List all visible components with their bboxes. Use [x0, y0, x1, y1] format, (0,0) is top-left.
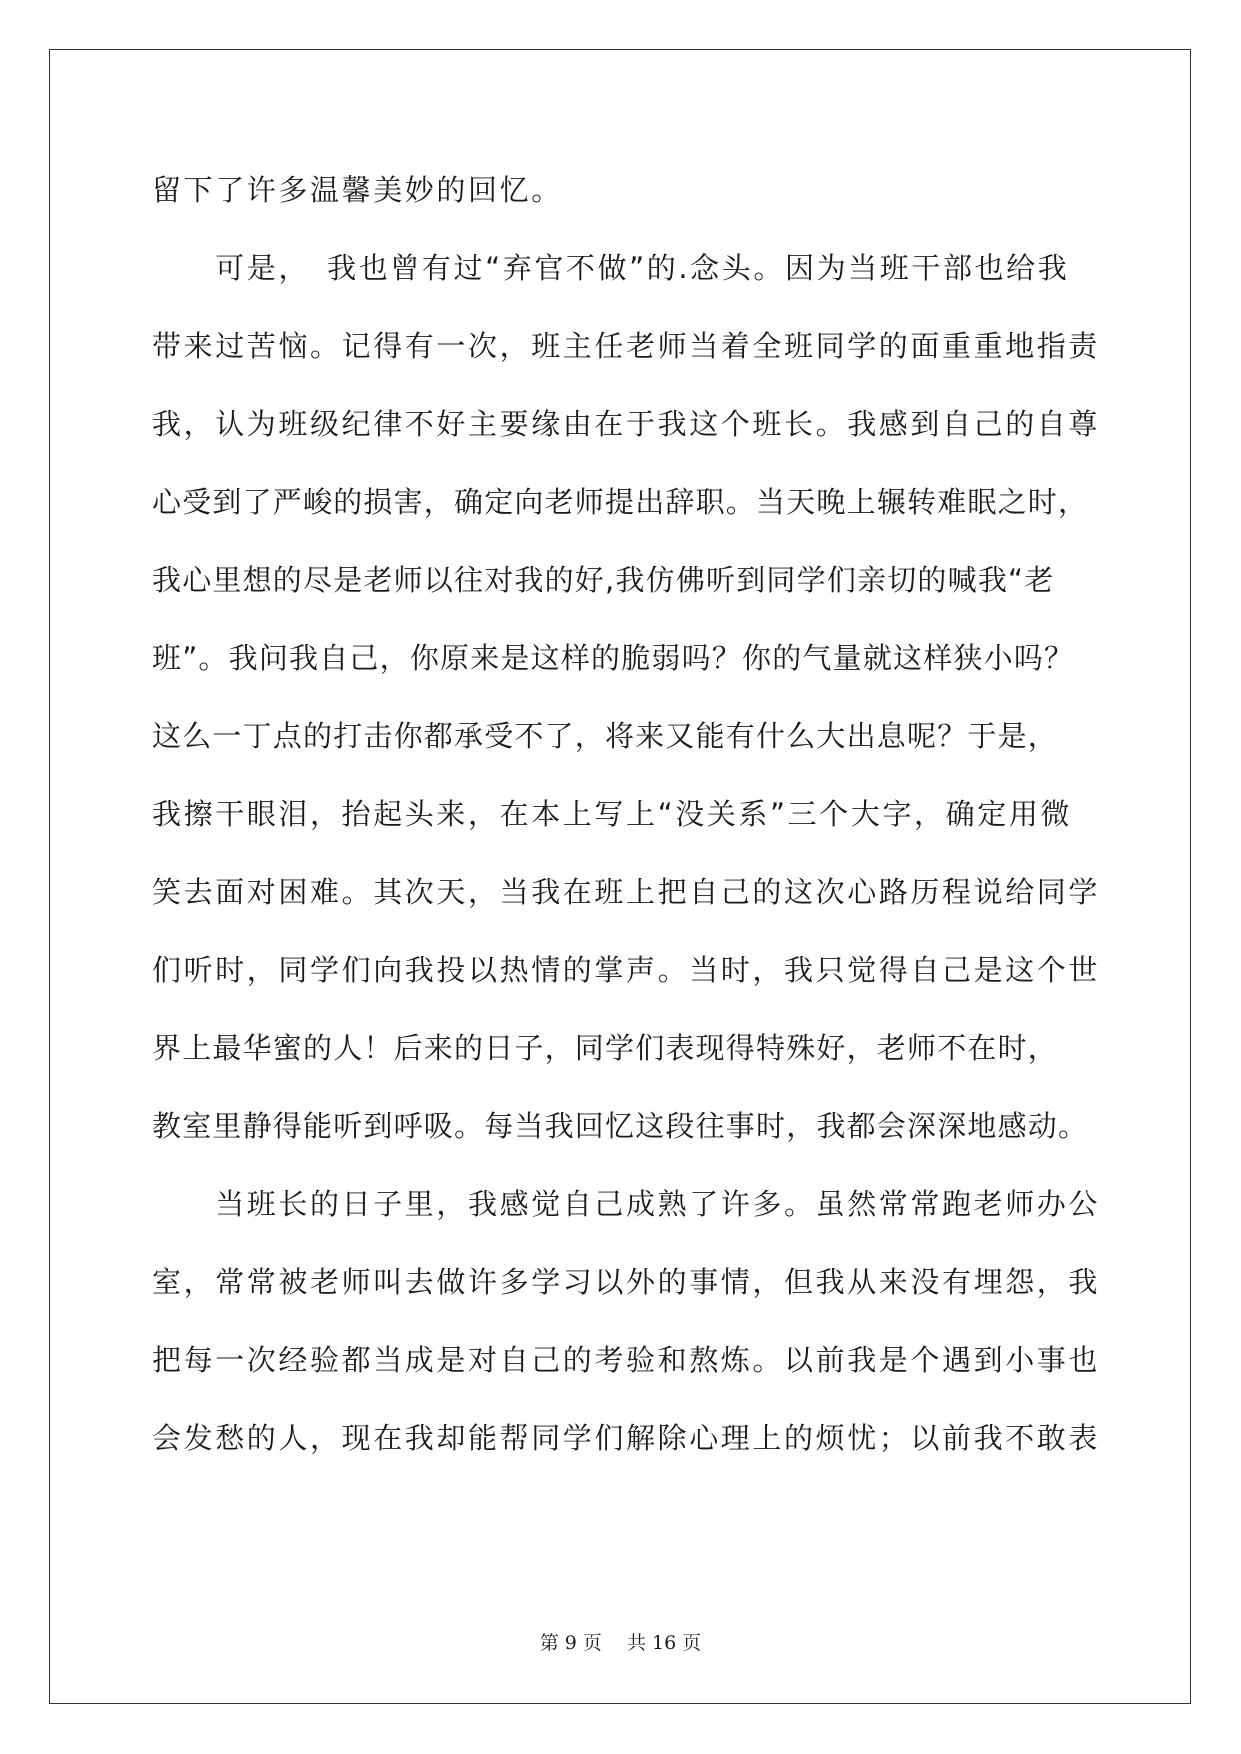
text-line: 会发愁的人，现在我却能帮同学们解除心理上的烦忧；以前我不敢表 — [152, 1421, 1101, 1455]
text-line: 当班长的日子里，我感觉自己成熟了许多。虽然常常跑老师办公 — [152, 1187, 1101, 1221]
text-line: 教室里静得能听到呼吸。每当我回忆这段往事时，我都会深深地感动。 — [152, 1109, 1089, 1143]
text-line: 界上最华蜜的人！后来的日子，同学们表现得特殊好，老师不在时， — [152, 1031, 1059, 1065]
document-body — [152, 162, 1101, 1488]
page-number: 第 9 页 共 16 页 — [539, 1632, 702, 1654]
text-line: 室，常常被老师叫去做许多学习以外的事情，但我从来没有埋怨，我 — [152, 1265, 1101, 1299]
page-footer — [0, 1628, 1241, 1655]
text-line: 心受到了严峻的损害，确定向老师提出辞职。当天晚上辗转难眠之时， — [152, 485, 1089, 519]
text-line: 我，认为班级纪律不好主要缘由在于我这个班长。我感到自己的自尊 — [152, 407, 1101, 441]
text-line: 们听时，同学们向我投以热情的掌声。当时，我只觉得自己是这个世 — [152, 953, 1101, 987]
text-line: 可是， 我也曾有过“弃官不做”的.念头。因为当班干部也给我 — [152, 251, 1070, 285]
text-line: 我心里想的尽是老师以往对我的好,我仿佛听到同学们亲切的喊我“老 — [152, 563, 1055, 597]
text-line: 留下了许多温馨美妙的回忆。 — [152, 173, 563, 207]
text-line: 这么一丁点的打击你都承受不了，将来又能有什么大出息呢？于是， — [152, 719, 1059, 753]
text-line: 笑去面对困难。其次天，当我在班上把自己的这次心路历程说给同学 — [152, 875, 1101, 909]
text-line: 班”。我问我自己，你原来是这样的脆弱吗？你的气量就这样狭小吗？ — [152, 641, 1075, 675]
text-line: 我擦干眼泪，抬起头来，在本上写上“没关系”三个大字，确定用微 — [152, 797, 1073, 831]
text-line: 把每一次经验都当成是对自己的考验和熬炼。以前我是个遇到小事也 — [152, 1343, 1101, 1377]
text-line: 带来过苦恼。记得有一次，班主任老师当着全班同学的面重重地指责 — [152, 329, 1101, 363]
